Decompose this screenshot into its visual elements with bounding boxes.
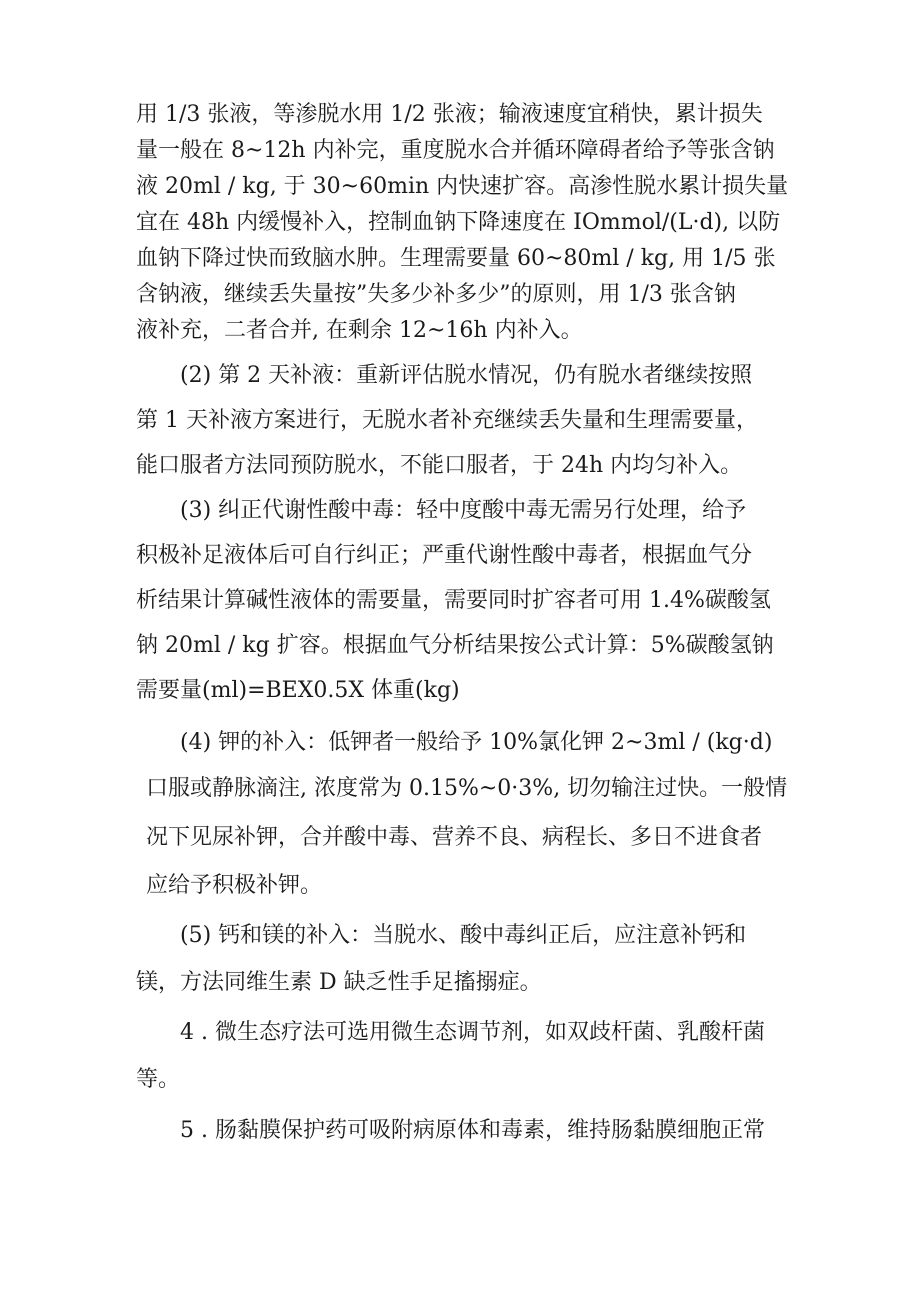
text-line: 需要量(ml)=BEX0.5X 体重(kg): [136, 678, 460, 703]
text-line: 钠 20ml / kg 扩容。根据血气分析结果按公式计算：5%碳酸氢钠: [136, 633, 774, 658]
text-line: 等。: [136, 1067, 181, 1092]
text-line: 第 1 天补液方案进行，无脱水者补充继续丢失量和生理需要量，: [136, 408, 758, 433]
paragraph-5-first-line: (5) 钙和镁的补入：当脱水、酸中毒纠正后，应注意补钙和: [180, 923, 747, 948]
text-line: 镁，方法同维生素 D 缺乏性手足搐搦症。: [136, 970, 542, 995]
text-line: 用 1/3 张液，等渗脱水用 1/2 张液；输液速度宜稍快，累计损失: [136, 102, 763, 127]
paragraph-2-first-line: (2) 第 2 天补液：重新评估脱水情况，仍有脱水者继续按照: [180, 363, 753, 388]
text-line: 能口服者方法同预防脱水，不能口服者，于 24h 内均匀补入。: [136, 453, 743, 478]
text-line: 应给予积极补钾。: [146, 873, 323, 898]
text-line: 口服或静脉滴注, 浓度常为 0.15%~0·3%, 切勿输注过快。一般情: [146, 776, 788, 801]
text-line: 宜在 48h 内缓慢补入，控制血钠下降速度在 IOmmol/(L·d), 以防: [136, 210, 781, 235]
text-line: 液补充，二者合并, 在剩余 12~16h 内补入。: [136, 318, 583, 343]
text-line: 含钠液，继续丢失量按”失多少补多少”的原则，用 1/3 张含钠: [136, 282, 736, 307]
paragraph-4-first-line: (4) 钾的补入：低钾者一般给予 10%氯化钾 2~3ml / (kg·d): [180, 730, 773, 755]
section-4-first-line: 4 . 微生态疗法可选用微生态调节剂，如双歧杆菌、乳酸杆菌: [180, 1020, 765, 1045]
text-line: 况下见尿补钾，合并酸中毒、营养不良、病程长、多日不进食者: [146, 825, 763, 850]
text-line: 析结果计算碱性液体的需要量，需要同时扩容者可用 1.4%碳酸氢: [136, 588, 771, 613]
text-line: 积极补足液体后可自行纠正；严重代谢性酸中毒者，根据血气分: [136, 543, 753, 568]
text-line: 血钠下降过快而致脑水肿。生理需要量 60~80ml / kg, 用 1/5 张: [136, 246, 776, 271]
text-line: 量一般在 8~12h 内补完，重度脱水合并循环障碍者给予等张含钠: [136, 138, 775, 163]
section-5-first-line: 5 . 肠黏膜保护药可吸附病原体和毒素，维持肠黏膜细胞正常: [180, 1118, 765, 1143]
text-line: 液 20ml / kg, 于 30~60min 内快速扩容。高渗性脱水累计损失量: [136, 174, 789, 199]
paragraph-3-first-line: (3) 纠正代谢性酸中毒：轻中度酸中毒无需另行处理，给予: [180, 498, 747, 523]
